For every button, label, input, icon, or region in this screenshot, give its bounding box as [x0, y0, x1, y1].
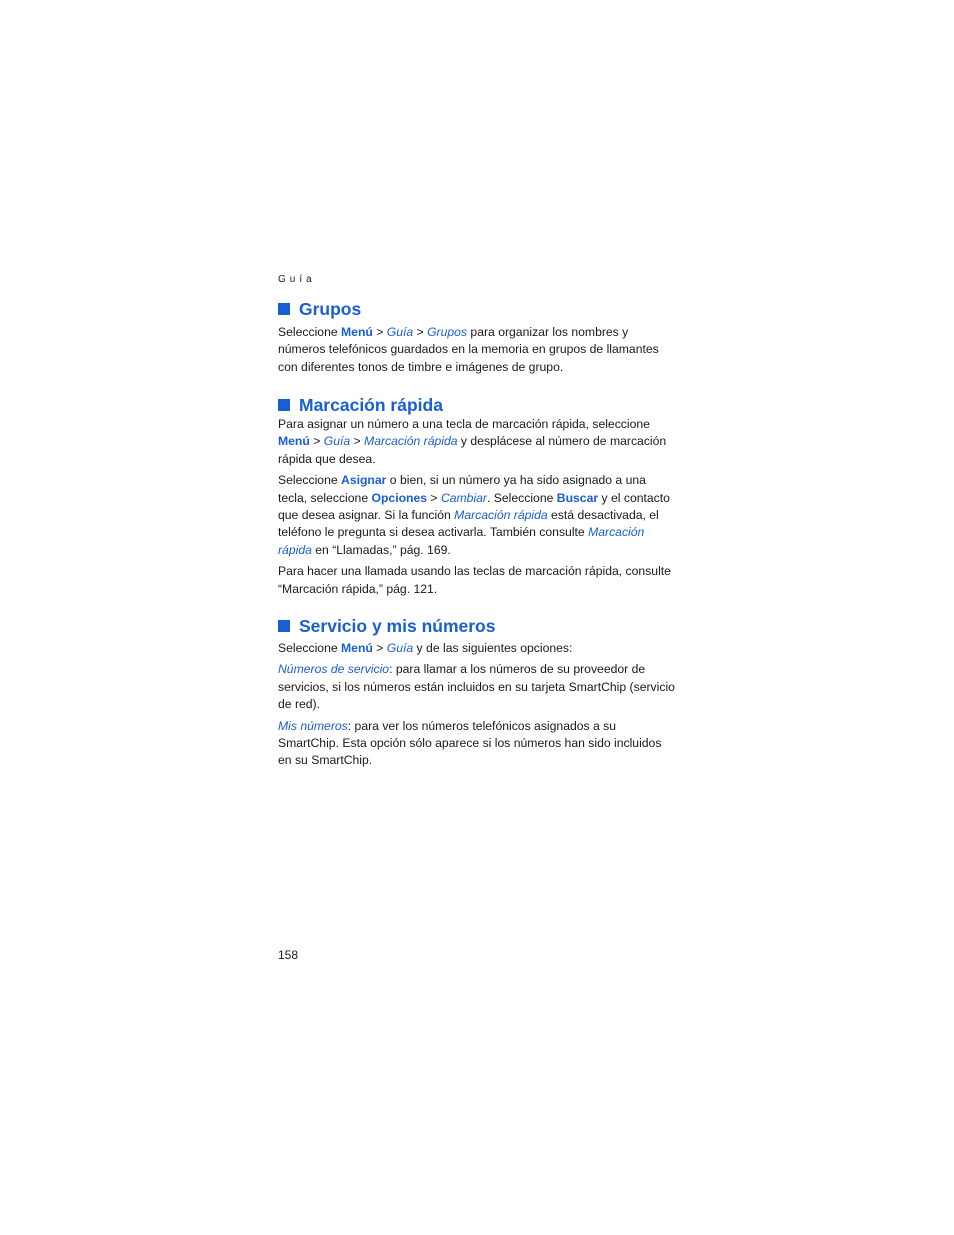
paragraph: Para hacer una llamada usando las teclas de marcación rápida, consulte “Marcación rápida,” pág. 121.	[278, 564, 671, 596]
paragraph: Mis números: para ver los números telefónicos asignados a su SmartChip. Esta opción sólo aparece si los números han sido incluidos en su SmartChip.	[278, 718, 662, 768]
square-bullet-icon	[278, 620, 290, 632]
running-head: Guía	[278, 274, 316, 285]
paragraph: Seleccione Menú > Guía y de las siguientes opciones:	[278, 641, 573, 655]
section-marcacion-rapida	[278, 395, 678, 598]
paragraph: Seleccione Menú > Guía > Grupos para organizar los nombres y números telefónicos guardados en la memoria en grupos de llamantes con diferentes tonos de timbre e imágenes de grupo.	[278, 325, 659, 374]
paragraph: Seleccione Asignar o bien, si un número ya ha sido asignado a una tecla, seleccione Opciones > Cambiar. Seleccione Buscar y el contacto que desea asignar. Si la función Marcación rápida está desactivada, el teléfono le pregunta si desea activarla. También consulte Marcación rápida en “Llamadas,” pág. 169.	[278, 473, 670, 557]
section-heading: Marcación rápida	[278, 395, 678, 415]
paragraph: Para asignar un número a una tecla de marcación rápida, seleccione Menú > Guía > Marcación rápida y desplácese al número de marcación rápida que desea.	[278, 417, 667, 466]
section-grupos	[278, 299, 678, 376]
paragraph: Números de servicio: para llamar a los números de su proveedor de servicios, si los números están incluidos en su tarjeta SmartChip (servicio de red).	[278, 662, 675, 712]
section-heading: Servicio y mis números	[278, 616, 678, 636]
section-servicio	[278, 616, 678, 770]
square-bullet-icon	[278, 303, 290, 315]
page-number: 158	[278, 948, 299, 962]
section-heading: Grupos	[278, 299, 678, 319]
square-bullet-icon	[278, 399, 290, 411]
